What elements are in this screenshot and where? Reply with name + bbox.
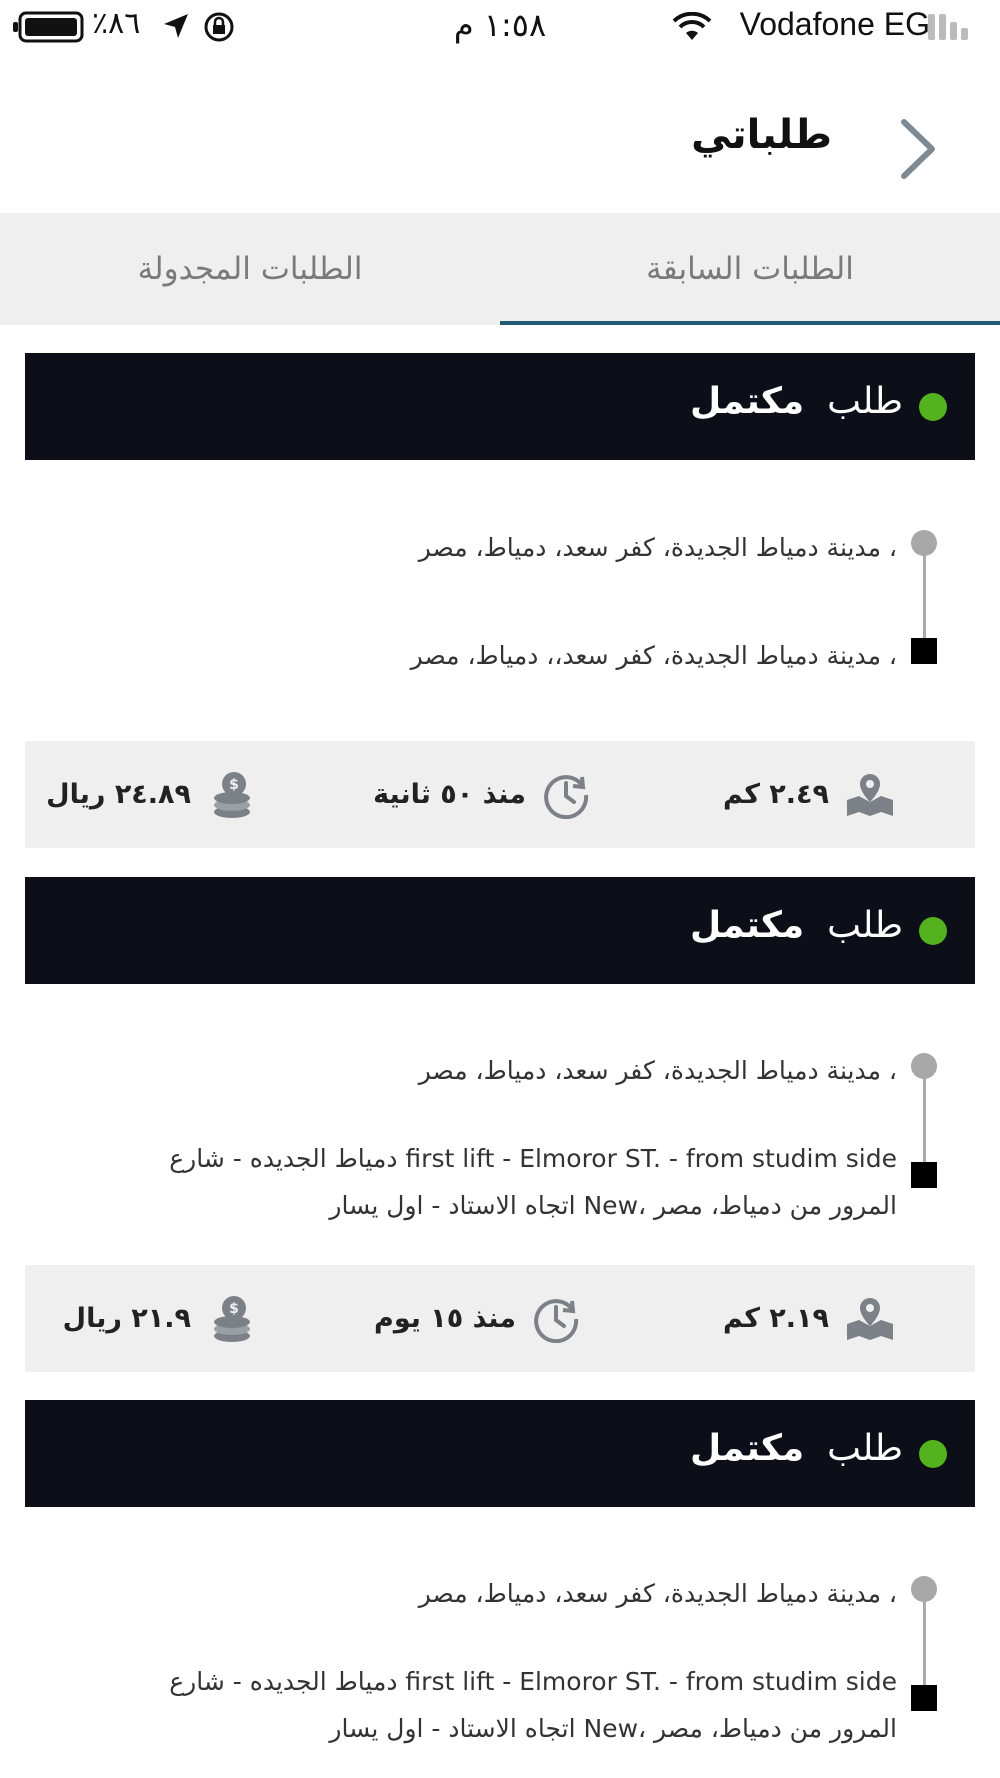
route-line: [923, 1078, 926, 1175]
svg-text:$: $: [229, 776, 239, 793]
dropoff-pin-icon: [911, 1162, 937, 1188]
tab-label: الطلبات السابقة: [646, 251, 854, 287]
dropoff-address: first lift - Elmoror ST. - from studim side دمياط الجديده - شارع المرور من دمياط، مصر ،New اتجاه الاستاد - اول يسار: [169, 1144, 897, 1220]
order-status: [690, 905, 903, 946]
price-stat: [46, 741, 257, 848]
dropoff-address: ، مدينة دمياط الجديدة، كفر سعد،، دمياط، مصر: [410, 641, 897, 670]
time-stat: [374, 1265, 580, 1372]
carrier-name: Vodafone EG: [739, 6, 930, 42]
status-value: مكتمل: [690, 1428, 805, 1469]
price-value: ٢٤.٨٩ ريال: [46, 779, 191, 810]
status-dot: [919, 1440, 947, 1468]
time-stat: [373, 741, 590, 848]
order-status: [690, 1428, 903, 1469]
status-prefix: طلب: [827, 381, 903, 422]
svg-text:$: $: [229, 1300, 239, 1317]
order-stats: [25, 741, 975, 848]
tab-label: الطلبات المجدولة: [137, 251, 363, 287]
order-status-header: [25, 877, 975, 984]
price-value: ٢١.٩ ريال: [62, 1303, 191, 1334]
distance-value: ٢.١٩ كم: [723, 1303, 829, 1334]
time-ago-value: منذ ٥٠ ثانية: [373, 779, 526, 810]
dropoff-pin-icon: [911, 1685, 937, 1711]
tab-scheduled-orders[interactable]: [0, 213, 500, 325]
route-line: [923, 1601, 926, 1698]
status-dot: [919, 393, 947, 421]
clock-icon: [532, 1295, 580, 1343]
pickup-address: ، مدينة دمياط الجديدة، كفر سعد، دمياط، مصر: [418, 1056, 897, 1085]
tab-bar: [0, 213, 1000, 325]
pickup-pin-icon: [911, 530, 937, 556]
time-ago-value: منذ ١٥ يوم: [374, 1303, 516, 1334]
clock-icon: [542, 771, 590, 819]
status-value: مكتمل: [690, 381, 805, 422]
rotation-lock-icon: [202, 10, 236, 44]
pickup-pin-icon: [911, 1053, 937, 1079]
price-stat: [63, 1265, 257, 1372]
map-pin-icon: [845, 772, 895, 818]
coins-icon: [207, 770, 257, 820]
order-stats: [25, 1265, 975, 1372]
distance-value: ٢.٤٩ كم: [723, 779, 829, 810]
dropoff-address: first lift - Elmoror ST. - from studim side دمياط الجديده - شارع المرور من دمياط، مصر ،New اتجاه الاستاد - اول يسار: [169, 1667, 897, 1743]
battery-icon: [12, 10, 86, 44]
location-arrow-icon: [160, 10, 192, 42]
back-chevron-icon[interactable]: [882, 114, 952, 184]
status-dot: [919, 917, 947, 945]
dropoff-pin-icon: [911, 638, 937, 664]
status-bar: [0, 0, 1000, 54]
tab-previous-orders[interactable]: [500, 213, 1000, 325]
battery-percent: ٪٨٦: [92, 6, 141, 41]
pickup-pin-icon: [911, 1576, 937, 1602]
order-status-header: [25, 1400, 975, 1507]
status-prefix: طلب: [827, 1428, 903, 1469]
order-status-header: [25, 353, 975, 460]
coins-icon: [207, 1294, 257, 1344]
page-title: طلباتي: [691, 112, 832, 158]
pickup-address: ، مدينة دمياط الجديدة، كفر سعد، دمياط، مصر: [418, 533, 897, 562]
distance-stat: [723, 741, 895, 848]
status-value: مكتمل: [690, 905, 805, 946]
pickup-address: ، مدينة دمياط الجديدة، كفر سعد، دمياط، مصر: [418, 1579, 897, 1608]
order-status: [690, 381, 903, 422]
clock-time: ١:٥٨ م: [453, 6, 547, 44]
distance-stat: [723, 1265, 895, 1372]
status-prefix: طلب: [827, 905, 903, 946]
map-pin-icon: [845, 1296, 895, 1342]
